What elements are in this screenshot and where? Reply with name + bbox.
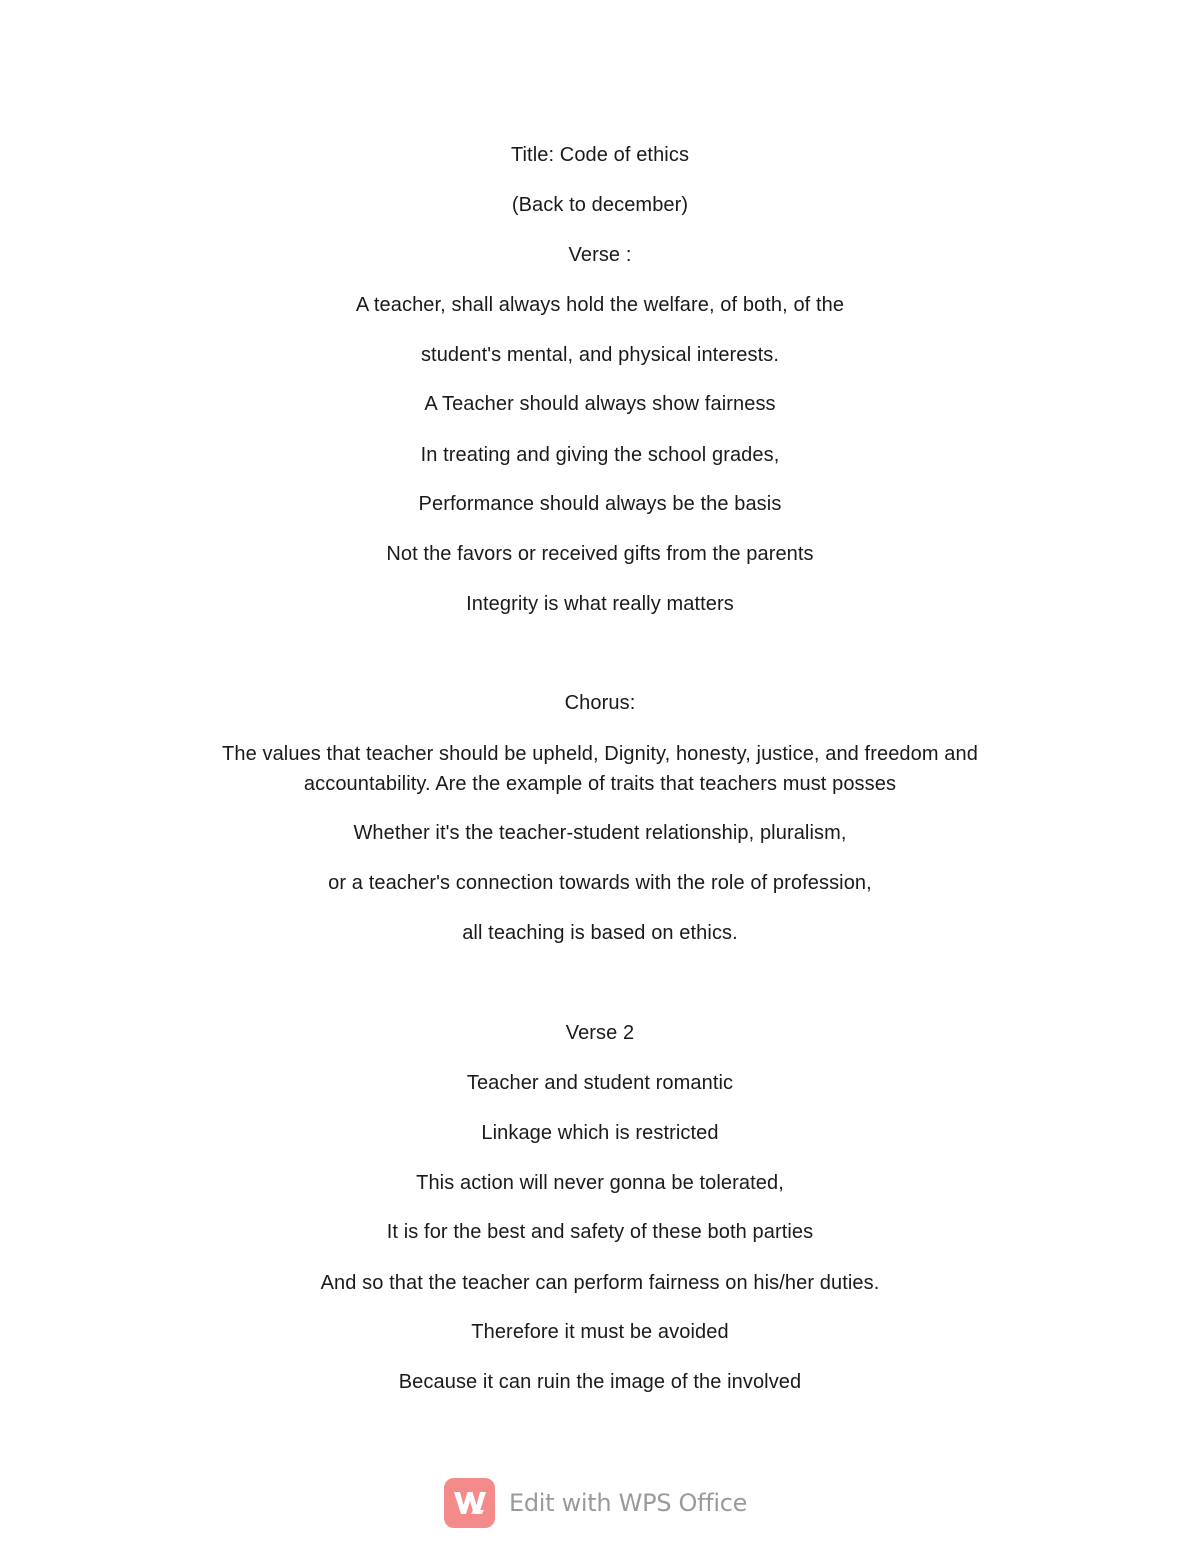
chorus-line: or a teacher's connection towards with the role of profession, <box>328 872 872 894</box>
verse1-line: A Teacher should always show fairness <box>424 393 776 415</box>
document-title: Title: Code of ethics <box>510 144 690 166</box>
verse1-line: student's mental, and physical interests. <box>420 344 780 366</box>
verse2-line: Linkage which is restricted <box>481 1122 719 1144</box>
chorus-heading: Chorus: <box>564 692 636 714</box>
verse2-line: Because it can ruin the image of the involved <box>398 1371 802 1393</box>
verse1-heading: Verse : <box>568 244 632 266</box>
document-subtitle: (Back to december) <box>511 194 689 216</box>
verse1-line: Performance should always be the basis <box>418 493 782 515</box>
chorus-paragraph: The values that teacher should be upheld, Dignity, honesty, justice, and freedom and accountability. Are the example of traits that teachers must posses <box>222 743 978 795</box>
verse2-heading: Verse 2 <box>565 1022 635 1044</box>
wps-edit-link[interactable] <box>444 1478 747 1528</box>
verse1-line: Not the favors or received gifts from the parents <box>386 543 814 565</box>
verse2-line: Teacher and student romantic <box>466 1072 734 1094</box>
verse2-line: Therefore it must be avoided <box>471 1321 729 1343</box>
chorus-line: all teaching is based on ethics. <box>462 922 738 944</box>
verse1-line: In treating and giving the school grades, <box>420 444 780 466</box>
wps-w-icon <box>444 1478 495 1528</box>
chorus-line: Whether it's the teacher-student relationship, pluralism, <box>353 822 847 844</box>
verse1-line: A teacher, shall always hold the welfare, of both, of the <box>355 294 845 316</box>
verse1-line: Integrity is what really matters <box>466 593 734 615</box>
verse2-line: It is for the best and safety of these both parties <box>386 1221 814 1243</box>
verse2-line: This action will never gonna be tolerated, <box>416 1172 784 1194</box>
wps-edit-label[interactable]: Edit with WPS Office <box>509 1489 748 1517</box>
verse2-line: And so that the teacher can perform fairness on his/her duties. <box>320 1272 880 1294</box>
